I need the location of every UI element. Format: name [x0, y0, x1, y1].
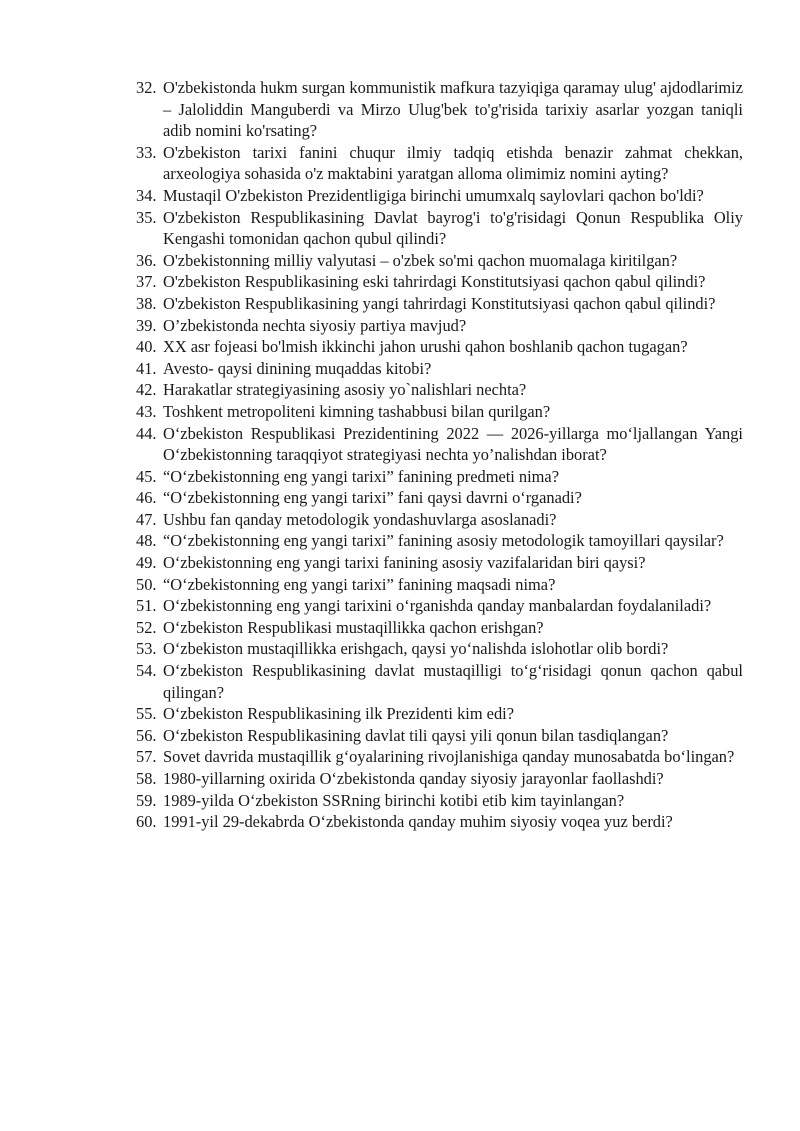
question-text: Harakatlar strategiyasining asosiy yo`nalishlari nechta? [163, 380, 527, 400]
question-number: 52. [136, 617, 157, 637]
question-text: “O‘zbekistonning eng yangi tarixi” fanining maqsadi nima? [163, 574, 556, 594]
question-text: O‘zbekiston Respublikasi mustaqillikka qachon erishgan? [163, 617, 544, 637]
question-item [136, 574, 743, 596]
question-number: 55. [136, 704, 157, 724]
question-item [136, 401, 743, 423]
question-text: O‘zbekiston Respublikasining davlat tili qaysi yili qonun bilan tasdiqlangan? [163, 725, 669, 745]
question-item [136, 509, 743, 531]
question-item [136, 487, 743, 509]
question-item [136, 617, 743, 639]
question-item [136, 423, 743, 466]
question-number: 39. [136, 315, 157, 335]
question-number: 59. [136, 790, 157, 810]
question-item [136, 293, 743, 315]
question-text: “O‘zbekistonning eng yangi tarixi” fanining predmeti nima? [163, 466, 559, 486]
question-item [136, 811, 743, 833]
question-text: “O‘zbekistonning eng yangi tarixi” fani qaysi davrni o‘rganadi? [163, 488, 582, 508]
question-number: 58. [136, 769, 157, 788]
question-number: 37. [136, 272, 157, 292]
question-item [136, 142, 743, 185]
question-text: O'zbekistonning milliy valyutasi – o'zbek so'mi qachon muomalaga kiritilgan? [163, 250, 678, 270]
question-item [136, 768, 743, 790]
question-text: O‘zbekiston Respublikasining davlat mustaqilligi to‘g‘risidagi qonun qachon qabul qilingan? [163, 661, 743, 702]
question-text: O‘zbekiston mustaqillikka erishgach, qaysi yo‘nalishda islohotlar olib bordi? [163, 639, 669, 659]
question-number: 53. [136, 639, 157, 659]
question-item [136, 466, 743, 488]
question-item [136, 595, 743, 617]
question-number: 40. [136, 337, 157, 357]
question-number: 42. [136, 380, 157, 400]
question-text: Ushbu fan qanday metodologik yondashuvlarga asoslanadi? [163, 509, 557, 529]
question-text: O‘zbekiston Respublikasining ilk Prezidenti kim edi? [163, 704, 514, 724]
question-text: O'zbekiston Respublikasining eski tahrirdagi Konstitutsiyasi qachon qabul qilindi? [163, 272, 706, 292]
question-text: 1991-yil 29-dekabrda O‘zbekistonda qanday muhim siyosiy voqea yuz berdi? [163, 812, 673, 832]
question-item [136, 552, 743, 574]
question-text: O'zbekistonda hukm surgan kommunistik mafkura tazyiqiga qaramay ulug' ajdodlarimiz – Jaloliddin Manguberdi va Mirzo Ulug'bek to'g'risida tarixiy asarlar yozgan taniqli adib nomini ko'rsating? [163, 78, 743, 141]
question-text: O‘zbekistonning eng yangi tarixini o‘rganishda qanday manbalardan foydalaniladi? [163, 596, 712, 616]
question-text: Mustaqil O'zbekiston Prezidentligiga birinchi umumxalq saylovlari qachon bo'ldi? [163, 185, 704, 205]
question-text: Avesto- qaysi dinining muqaddas kitobi? [163, 358, 432, 378]
question-text: O'zbekiston Respublikasining Davlat bayrog'i to'g'risidagi Qonun Respublika Oliy Kengashi tomonidan qachon qubul qilindi? [163, 207, 743, 249]
question-item [136, 703, 743, 725]
question-number: 45. [136, 466, 157, 486]
question-item [136, 638, 743, 660]
question-text: O‘zbekiston Respublikasi Prezidentining 2022 — 2026-yillarga mo‘ljallangan Yangi O‘zbekistonning taraqqiyot strategiyasi nechta yo’nalishdan iborat? [163, 423, 743, 465]
question-text: 1980-yillarning oxirida O‘zbekistonda qanday siyosiy jarayonlar faollashdi? [163, 769, 664, 788]
question-number: 56. [136, 725, 157, 745]
question-item [136, 271, 743, 293]
question-number: 38. [136, 293, 157, 313]
question-number: 33. [136, 142, 157, 162]
question-text: 1989-yilda O‘zbekiston SSRning birinchi kotibi etib kim tayinlangan? [163, 790, 625, 810]
question-number: 57. [136, 747, 157, 767]
question-item [136, 358, 743, 380]
question-item [136, 336, 743, 358]
question-text: Toshkent metropoliteni kimning tashabbusi bilan qurilgan? [163, 401, 551, 421]
question-text: Sovet davrida mustaqillik g‘oyalarining rivojlanishiga qanday munosabatda bo‘lingan? [163, 747, 735, 767]
question-number: 34. [136, 185, 157, 205]
question-list [136, 77, 743, 833]
question-number: 46. [136, 488, 157, 508]
question-number: 60. [136, 812, 157, 832]
question-number: 47. [136, 509, 157, 529]
question-number: 51. [136, 596, 157, 616]
question-item [136, 315, 743, 337]
question-item [136, 530, 743, 552]
question-text: O‘zbekistonning eng yangi tarixi fanining asosiy vazifalaridan biri qaysi? [163, 553, 646, 573]
question-item [136, 77, 743, 142]
question-text: O’zbekistonda nechta siyosiy partiya mavjud? [163, 315, 467, 335]
question-number: 48. [136, 531, 157, 551]
question-item [136, 725, 743, 747]
question-text: O'zbekiston tarixi fanini chuqur ilmiy tadqiq etishda benazir zahmat chekkan, arxeologiya sohasida o'z maktabini yaratgan alloma olimimiz nomini ayting? [163, 142, 743, 184]
question-number: 32. [136, 78, 157, 97]
question-item [136, 185, 743, 207]
question-item [136, 207, 743, 250]
question-item [136, 660, 743, 703]
question-text: XX asr fojeasi bo'lmish ikkinchi jahon urushi qahon boshlanib qachon tugagan? [163, 337, 688, 357]
question-text: “O‘zbekistonning eng yangi tarixi” fanining asosiy metodologik tamoyillari qaysilar? [163, 531, 724, 551]
question-item [136, 790, 743, 812]
question-number: 41. [136, 358, 157, 378]
question-item [136, 379, 743, 401]
question-number: 35. [136, 207, 157, 227]
question-number: 49. [136, 553, 157, 573]
question-item [136, 250, 743, 272]
question-number: 43. [136, 401, 157, 421]
question-text: O'zbekiston Respublikasining yangi tahrirdagi Konstitutsiyasi qachon qabul qilindi? [163, 293, 716, 313]
question-number: 54. [136, 661, 157, 681]
question-number: 36. [136, 250, 157, 270]
question-item [136, 746, 743, 768]
question-number: 50. [136, 574, 157, 594]
question-number: 44. [136, 423, 157, 443]
